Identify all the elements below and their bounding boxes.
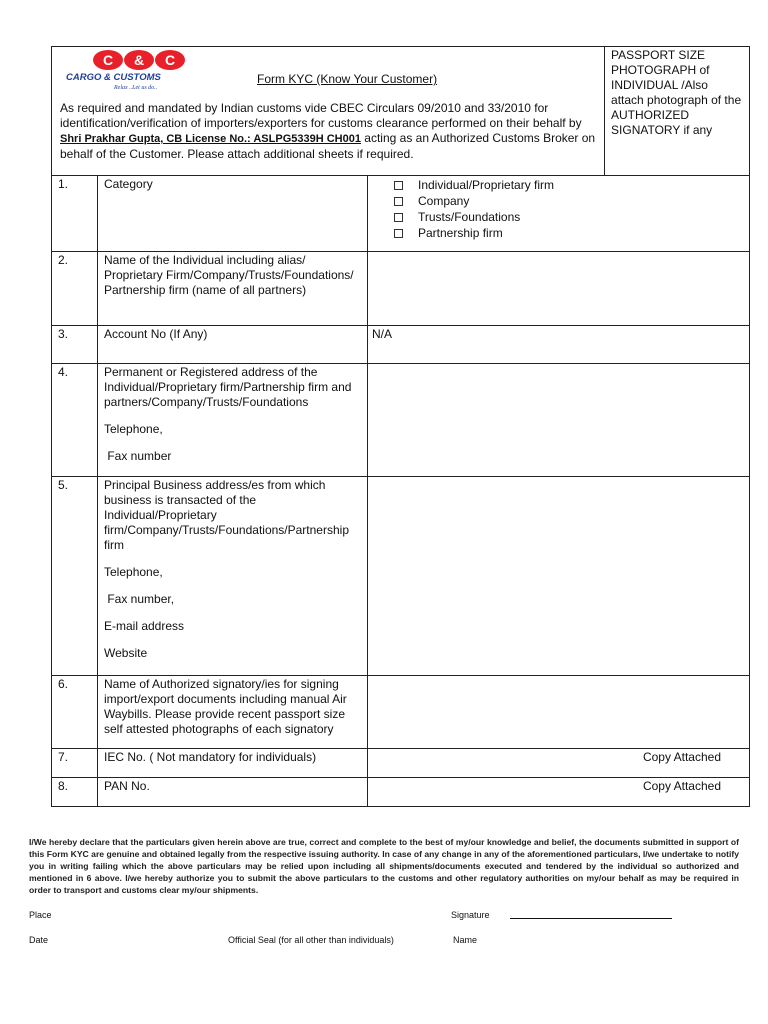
place-label: Place [29, 910, 52, 920]
signature-line[interactable] [510, 918, 672, 919]
iec-field[interactable]: Copy Attached [368, 749, 750, 778]
website-label: Website [104, 646, 148, 660]
address-label: Permanent or Registered address of the Individual/Proprietary firm/Partnership firm and partners/Company/Trusts/Foundations [104, 365, 352, 409]
logo-tagline: Relax ..Let us do.. [114, 85, 158, 91]
row-label: IEC No. ( Not mandatory for individuals) [98, 749, 368, 778]
row-account [52, 326, 750, 364]
name-field[interactable] [368, 252, 750, 326]
row-label: Name of the Individual including alias/ Proprietary Firm/Company/Trusts/Foundations/ Partnership firm (name of all partners) [98, 252, 368, 326]
option-label: Partnership firm [418, 226, 503, 240]
kyc-form-sheet [51, 46, 749, 807]
broker-name: Shri Prakhar Gupta, CB License No.: ASLPG5339H CH001 [60, 133, 361, 145]
pan-field[interactable]: Copy Attached [368, 778, 750, 807]
date-label: Date [29, 935, 49, 945]
form-title: Form KYC (Know Your Customer) [257, 72, 438, 86]
row-business-address [52, 477, 750, 676]
row-label: Category [98, 176, 368, 252]
row-pan [52, 778, 750, 807]
option-label: Company [418, 194, 470, 208]
fax-label: Fax number, [104, 592, 175, 606]
business-address-label: Principal Business address/es from which business is transacted of the Individual/Proprietary firm/Company/Trusts/Foundations/Partnership firm [104, 478, 349, 552]
official-seal-label: Official Seal (for all other than individuals) [228, 935, 394, 945]
photo-instructions: PASSPORT SIZE PHOTOGRAPH of INDIVIDUAL /Also attach photograph of the AUTHORIZED SIGNATORY if any [611, 48, 742, 137]
option-label: Individual/Proprietary firm [418, 178, 555, 192]
kyc-table [51, 46, 750, 807]
logo-subtitle: CARGO & CUSTOMS [66, 72, 161, 83]
intro-text-1: As required and mandated by Indian customs vide CBEC Circulars 09/2010 and 33/2010 for identification/verification of importers/exporters for customs clearance performed on their behalf by [60, 101, 582, 130]
category-option-trusts[interactable] [394, 209, 743, 225]
category-option-company[interactable] [394, 193, 743, 209]
signature-label: Signature [451, 910, 490, 920]
category-option-individual[interactable] [394, 177, 743, 193]
email-label: E-mail address [104, 619, 185, 633]
checkbox[interactable] [394, 181, 403, 190]
intro-paragraph [60, 101, 600, 162]
row-number: 4. [52, 364, 98, 477]
row-number: 1. [52, 176, 98, 252]
svg-text:C: C [164, 52, 176, 68]
category-option-partnership[interactable] [394, 225, 743, 241]
row-label [98, 477, 368, 676]
business-address-field[interactable] [368, 477, 750, 676]
fax-label: Fax number [104, 449, 172, 463]
row-iec [52, 749, 750, 778]
signatory-field[interactable] [368, 676, 750, 749]
cc-logo [62, 49, 222, 91]
checkbox[interactable] [394, 213, 403, 222]
form-header [52, 47, 605, 176]
row-category [52, 176, 750, 252]
photo-box[interactable] [605, 47, 750, 176]
row-number: 8. [52, 778, 98, 807]
row-label: PAN No. [98, 778, 368, 807]
row-label: Account No (If Any) [98, 326, 368, 364]
row-label: Name of Authorized signatory/ies for signing import/export documents including manual Air Waybills. Please provide recent passport size self attested photographs of each signatory [98, 676, 368, 749]
checkbox[interactable] [394, 229, 403, 238]
option-label: Trusts/Foundations [418, 210, 521, 224]
svg-text:C: C [102, 52, 114, 68]
svg-text:&: & [133, 52, 145, 68]
name-label: Name [453, 935, 478, 945]
row-number: 5. [52, 477, 98, 676]
row-name [52, 252, 750, 326]
row-number: 2. [52, 252, 98, 326]
row-number: 3. [52, 326, 98, 364]
row-number: 6. [52, 676, 98, 749]
telephone-label: Telephone, [104, 565, 163, 579]
row-number: 7. [52, 749, 98, 778]
telephone-label: Telephone, [104, 422, 163, 436]
checkbox[interactable] [394, 197, 403, 206]
declaration-text: I/We hereby declare that the particulars given herein above are true, correct and complete to the best of my/our knowledge and belief, the documents submitted in support of this Form KYC are genuine and obtained legally from the respective issuing authority. In case of any change in any of the aforementioned particulars, I/we undertake to notify you in writing failing which the above particulars may be relied upon including all shipments/documents executed and tendered by the individual so authorized and mentioned in 6 above. I/we hereby authorize you to submit the above particulars to the customs and other regulatory authorities on my/our behalf as may be required in order to transport and customs clear my/our shipments. [29, 837, 739, 895]
category-options [368, 176, 750, 252]
row-signatory [52, 676, 750, 749]
account-field[interactable]: N/A [368, 326, 750, 364]
row-permanent-address [52, 364, 750, 477]
row-label [98, 364, 368, 477]
intro-text-2: acting as an Authorized Customs Broker on behalf of the Customer. Please attach additional sheets if required. [60, 131, 596, 161]
logo-badges [93, 50, 185, 70]
permanent-address-field[interactable] [368, 364, 750, 477]
